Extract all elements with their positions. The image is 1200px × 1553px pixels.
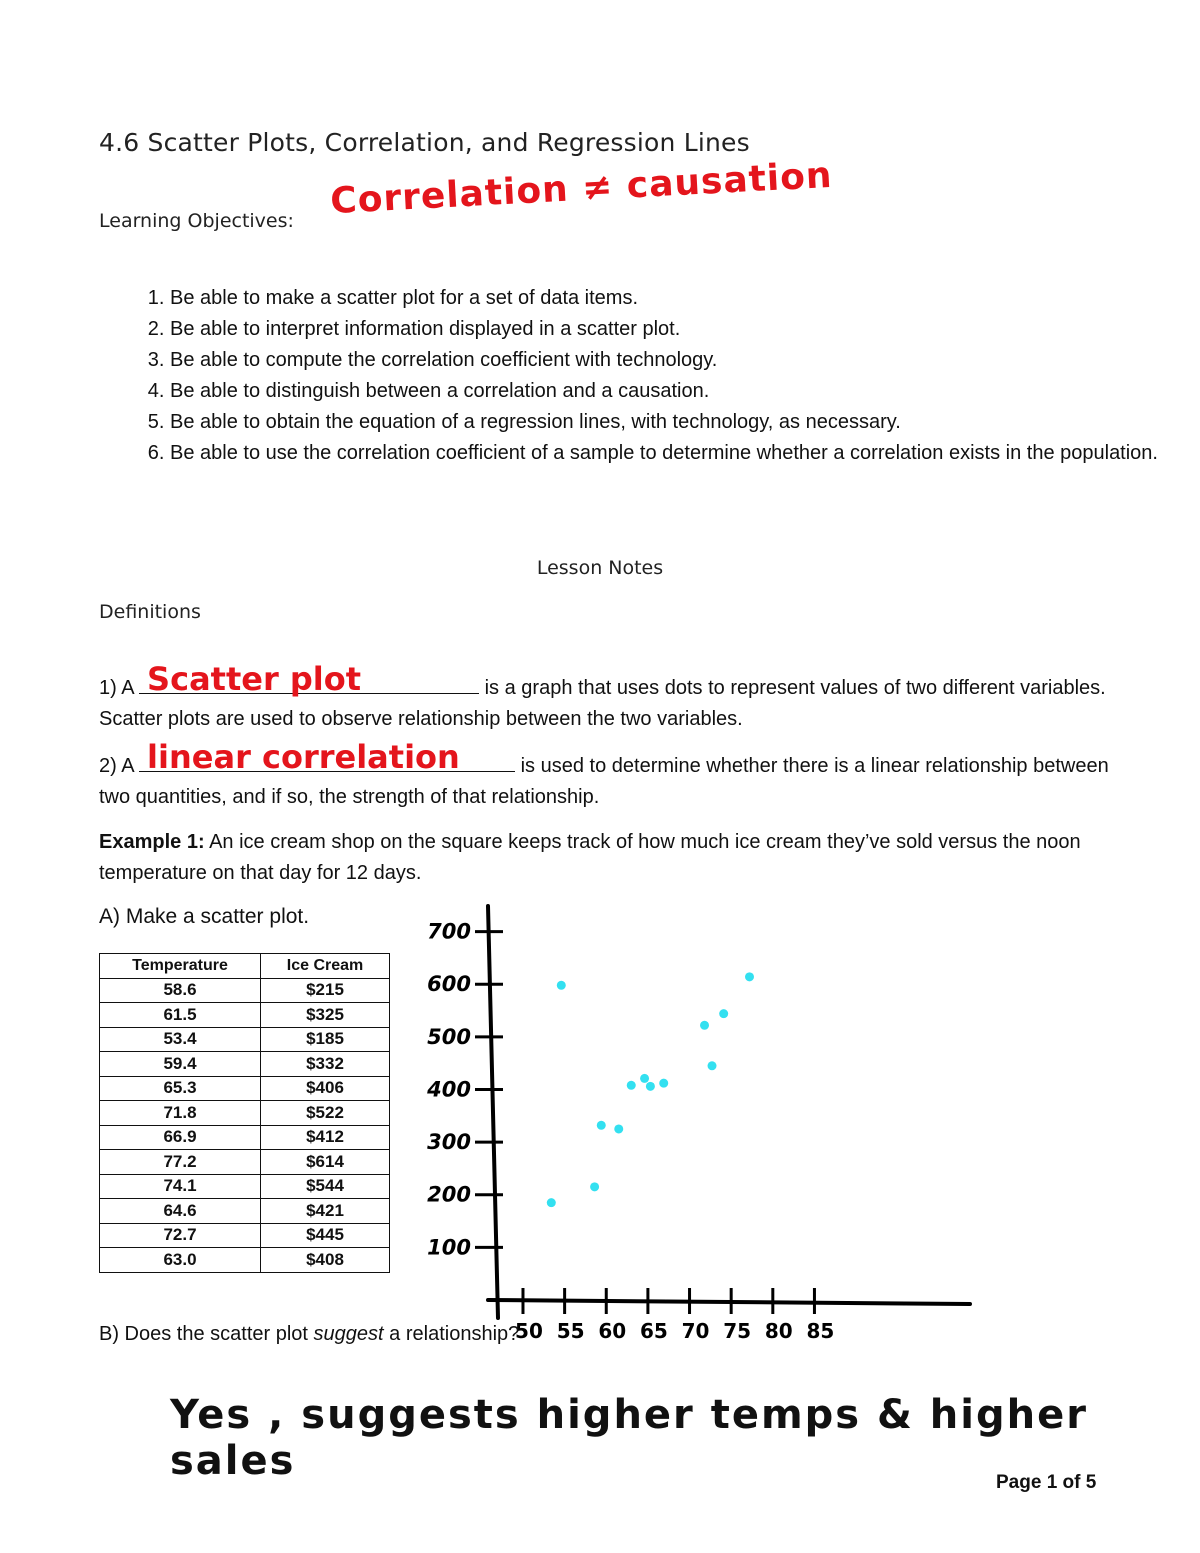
table-cell: $421 (261, 1199, 390, 1224)
table-row (100, 1223, 390, 1248)
x-tick-label: 55 (556, 1319, 585, 1343)
table-cell: 77.2 (100, 1150, 261, 1175)
lesson-notes-heading: Lesson Notes (536, 557, 664, 579)
x-tick-label: 65 (639, 1319, 668, 1343)
y-tick-label: 200 (427, 1182, 471, 1207)
table-cell: 71.8 (100, 1101, 261, 1126)
objective-item: 4. Be able to distinguish between a correlation and a causation. (170, 376, 1160, 407)
page-number: Page 1 of 5 (996, 1472, 1097, 1493)
data-point (745, 972, 754, 981)
y-tick-label: 300 (427, 1130, 471, 1155)
part-b-before: B) Does the scatter plot (99, 1323, 314, 1345)
part-a-prompt: A) Make a scatter plot. (99, 905, 310, 928)
y-tick-label: 400 (427, 1077, 471, 1102)
data-point (557, 981, 566, 990)
x-tick-label: 60 (598, 1319, 627, 1343)
table-cell: 74.1 (100, 1174, 261, 1199)
handwritten-answer: Yes , suggests higher temps & higher sales (170, 1392, 1088, 1484)
table-cell: $325 (261, 1003, 390, 1028)
table-row (100, 978, 390, 1003)
y-tick-label: 500 (427, 1024, 471, 1049)
definition-1-text: is a graph that uses dots to represent values of two different variables. Scatter plots are used to observe relationship between the two variables. (99, 677, 1106, 730)
data-point (627, 1081, 636, 1090)
table-cell: 66.9 (100, 1125, 261, 1150)
data-point (597, 1121, 606, 1130)
objective-item: 5. Be able to obtain the equation of a regression lines, with technology, as necessary. (170, 407, 1160, 438)
page-title: 4.6 Scatter Plots, Correlation, and Regression Lines (99, 128, 750, 157)
handwritten-note: Correlation ≠ causation (329, 154, 834, 223)
x-tick-label: 70 (681, 1319, 710, 1343)
data-point (640, 1074, 649, 1083)
y-tick-label: 700 (427, 919, 471, 944)
table-cell: $445 (261, 1223, 390, 1248)
x-tick-label: 50 (515, 1319, 543, 1343)
table-row (100, 1076, 390, 1101)
definition-2-answer: linear correlation (147, 738, 460, 776)
objective-item: 3. Be able to compute the correlation coefficient with technology. (170, 345, 1160, 376)
y-tick-label: 100 (427, 1235, 471, 1260)
part-b-after: a relationship? (383, 1323, 520, 1345)
table-cell: 61.5 (100, 1003, 261, 1028)
objectives-list (126, 283, 1160, 469)
table-row (100, 1150, 390, 1175)
part-b-emphasis: suggest (313, 1323, 384, 1345)
table-cell: $544 (261, 1174, 390, 1199)
table-row (100, 1199, 390, 1224)
table-row (100, 1003, 390, 1028)
table-cell: 64.6 (100, 1199, 261, 1224)
table-header-row (100, 954, 390, 979)
example-1-label: Example 1: (99, 831, 205, 853)
objective-item: 1. Be able to make a scatter plot for a set of data items. (170, 283, 1160, 314)
table-cell: $522 (261, 1101, 390, 1126)
column-header: Temperature (100, 954, 261, 979)
plot-axes (488, 906, 970, 1318)
definition-2-text: is used to determine whether there is a linear relationship between two quantities, and if so, the strength of that relationship. (99, 755, 1109, 808)
table-cell: $332 (261, 1052, 390, 1077)
data-point (719, 1009, 728, 1018)
x-tick-label: 85 (806, 1319, 835, 1343)
data-table (99, 953, 390, 1273)
table-cell: $406 (261, 1076, 390, 1101)
table-cell: $614 (261, 1150, 390, 1175)
data-point (590, 1182, 599, 1191)
table-cell: 65.3 (100, 1076, 261, 1101)
table-cell: 58.6 (100, 978, 261, 1003)
table-cell: 63.0 (100, 1248, 261, 1273)
table-cell: 59.4 (100, 1052, 261, 1077)
table-cell: $408 (261, 1248, 390, 1273)
table-row (100, 1052, 390, 1077)
y-axis (488, 906, 498, 1318)
data-point (614, 1124, 623, 1133)
table-row (100, 1248, 390, 1273)
definition-2 (99, 738, 1109, 813)
table-cell: 72.7 (100, 1223, 261, 1248)
definition-2-prefix: 2) A (99, 755, 134, 777)
table-row (100, 1174, 390, 1199)
scatter-plot (405, 898, 985, 1348)
table-row (100, 1101, 390, 1126)
definition-1-answer: Scatter plot (147, 660, 362, 698)
table-cell: $185 (261, 1027, 390, 1052)
column-header: Ice Cream (261, 954, 390, 979)
definition-1-blank (139, 660, 479, 698)
part-b-prompt (99, 1323, 519, 1346)
learning-objectives-label: Learning Objectives: (99, 210, 294, 232)
x-ticks (515, 1288, 834, 1343)
x-tick-label: 75 (723, 1319, 752, 1343)
table-cell: 53.4 (100, 1027, 261, 1052)
data-points (547, 972, 754, 1207)
example-1 (99, 827, 1109, 889)
objective-item: 6. Be able to use the correlation coefficient of a sample to determine whether a correlation exists in the population. (170, 438, 1160, 469)
table-cell: $412 (261, 1125, 390, 1150)
definitions-heading: Definitions (99, 601, 201, 623)
data-point (646, 1082, 655, 1091)
data-point (659, 1079, 668, 1088)
table-cell: $215 (261, 978, 390, 1003)
x-tick-label: 80 (764, 1319, 793, 1343)
x-axis (488, 1300, 970, 1304)
data-point (547, 1198, 556, 1207)
objective-item: 2. Be able to interpret information displayed in a scatter plot. (170, 314, 1160, 345)
data-point (708, 1061, 717, 1070)
example-1-text: An ice cream shop on the square keeps track of how much ice cream they’ve sold versus the noon temperature on that day for 12 days. (99, 831, 1081, 884)
definition-2-blank (139, 738, 515, 776)
data-point (700, 1021, 709, 1030)
y-tick-label: 600 (427, 972, 471, 997)
definition-1-prefix: 1) A (99, 677, 134, 699)
definition-1 (99, 660, 1109, 735)
table-row (100, 1125, 390, 1150)
table-row (100, 1027, 390, 1052)
